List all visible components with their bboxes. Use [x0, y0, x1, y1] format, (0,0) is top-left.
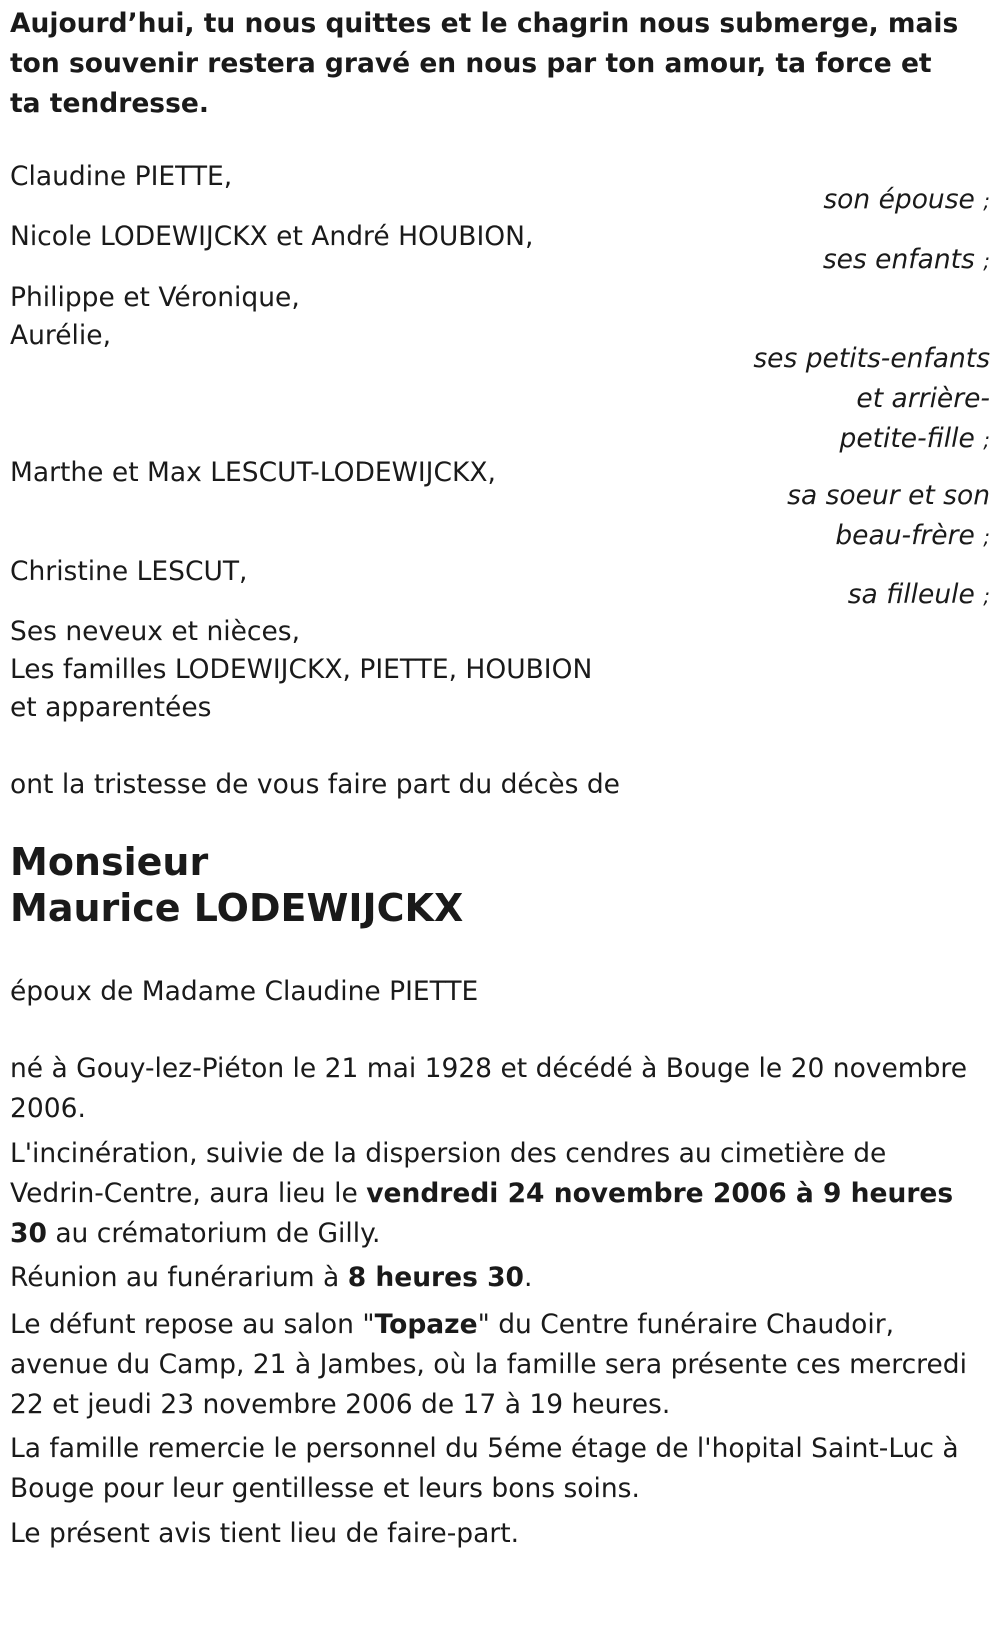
salon-paragraph: Le défunt repose au salon "Topaze" du Centre funéraire Chaudoir, avenue du Camp, 21 à Jambes, où la famille sera présente ces mercredi 22 et jeudi 23 novembre 2006 de 17 à 19 heures. — [10, 1309, 967, 1420]
family-marthe: Marthe et Max LESCUT-LODEWIJCKX, — [10, 457, 496, 488]
closing-paragraph: Le présent avis tient lieu de faire-part. — [10, 1518, 520, 1549]
intro-paragraph: Aujourd’hui, tu nous quittes et le chagrin nous submerge, mais ton souvenir restera gravé en nous par ton amour, ta force et ta tendresse. — [10, 8, 959, 119]
incineration-paragraph: L'incinération, suivie de la dispersion des cendres au cimetière de Vedrin-Centre, aura lieu le vendredi 24 novembre 2006 à 9 heures 30 au crématorium de Gilly. — [10, 1138, 954, 1249]
deceased-name: Maurice LODEWIJCKX — [10, 886, 464, 930]
family-nicole: Nicole LODEWIJCKX et André HOUBION, — [10, 221, 534, 252]
role-petits-enfants: ses petits-enfants et arrière- petite-fille ; — [753, 343, 990, 454]
family-neveux: Ses neveux et nièces, — [10, 616, 301, 647]
announce-text: ont la tristesse de vous faire part du décès de — [10, 769, 620, 800]
family-christine: Christine LESCUT, — [10, 556, 248, 587]
thanks-paragraph: La famille remercie le personnel du 5éme étage de l'hopital Saint-Luc à Bouge pour leur gentillesse et leurs bons soins. — [10, 1433, 959, 1504]
birth-death-paragraph: né à Gouy-lez-Piéton le 21 mai 1928 et décédé à Bouge le 20 novembre 2006. — [10, 1053, 968, 1124]
family-claudine: Claudine PIETTE, — [10, 161, 233, 192]
reunion-paragraph: Réunion au funérarium à 8 heures 30. — [10, 1262, 533, 1293]
role-filleule: sa filleule ; — [847, 579, 990, 610]
role-epouse: son épouse ; — [823, 184, 990, 215]
family-aurelie: Aurélie, — [10, 320, 111, 351]
family-philippe: Philippe et Véronique, — [10, 282, 300, 313]
spouse-line: époux de Madame Claudine PIETTE — [10, 976, 479, 1007]
family-apparentees: et apparentées — [10, 692, 212, 723]
role-soeur: sa soeur et son beau-frère ; — [787, 480, 990, 551]
deceased-title: Monsieur — [10, 840, 209, 884]
role-enfants: ses enfants ; — [822, 244, 990, 275]
family-familles: Les familles LODEWIJCKX, PIETTE, HOUBION — [10, 654, 593, 685]
